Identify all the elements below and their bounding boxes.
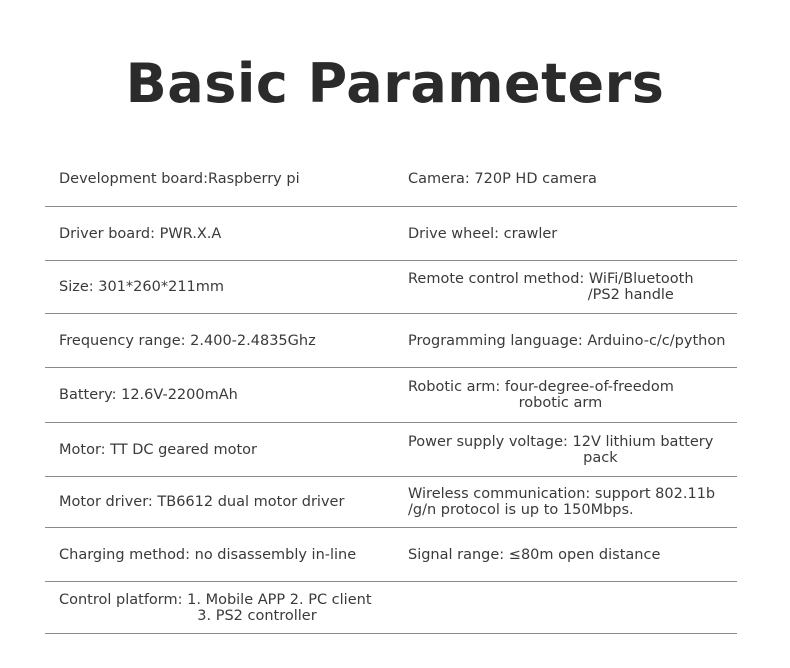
param-motor: Motor: TT DC geared motor [59,441,258,458]
param-frequency-range: Frequency range: 2.400-2.4835Ghz [59,332,316,349]
table-row [45,528,737,582]
table-row [45,261,737,314]
param-remote-control: Remote control method: WiFi/Bluetooth /PS2 handle [408,271,694,303]
param-camera: Camera: 720P HD camera [408,171,597,187]
param-drive-wheel: Drive wheel: crawler [408,225,558,242]
param-programming-language: Programming language: Arduino-c/c/python [408,332,726,349]
param-size: Size: 301*260*211mm [59,279,225,295]
param-wireless-communication: Wireless communication: support 802.11b /g/n protocol is up to 150Mbps. [408,486,716,518]
table-row [45,314,737,368]
parameters-table [45,152,737,634]
param-battery: Battery: 12.6V-2200mAh [59,387,238,403]
table-row [45,207,737,261]
param-development-board: Development board:Raspberry pi [59,171,300,187]
page-title: Basic Parameters [125,52,665,115]
param-control-platform: Control platform: 1. Mobile APP 2. PC client 3. PS2 controller [59,591,372,624]
param-power-supply: Power supply voltage: 12V lithium battery pack [408,433,714,466]
param-robotic-arm: Robotic arm: four-degree-of-freedom robotic arm [408,379,674,411]
table-row [45,423,737,477]
param-motor-driver: Motor driver: TB6612 dual motor driver [59,494,345,510]
table-row [45,152,737,207]
table-row [45,477,737,528]
param-driver-board: Driver board: PWR.X.A [59,225,222,242]
table-row [45,582,737,634]
table-row [45,368,737,423]
param-empty [408,582,738,633]
param-charging-method: Charging method: no disassembly in-line [59,546,357,563]
param-signal-range: Signal range: ≤80m open distance [408,546,661,563]
